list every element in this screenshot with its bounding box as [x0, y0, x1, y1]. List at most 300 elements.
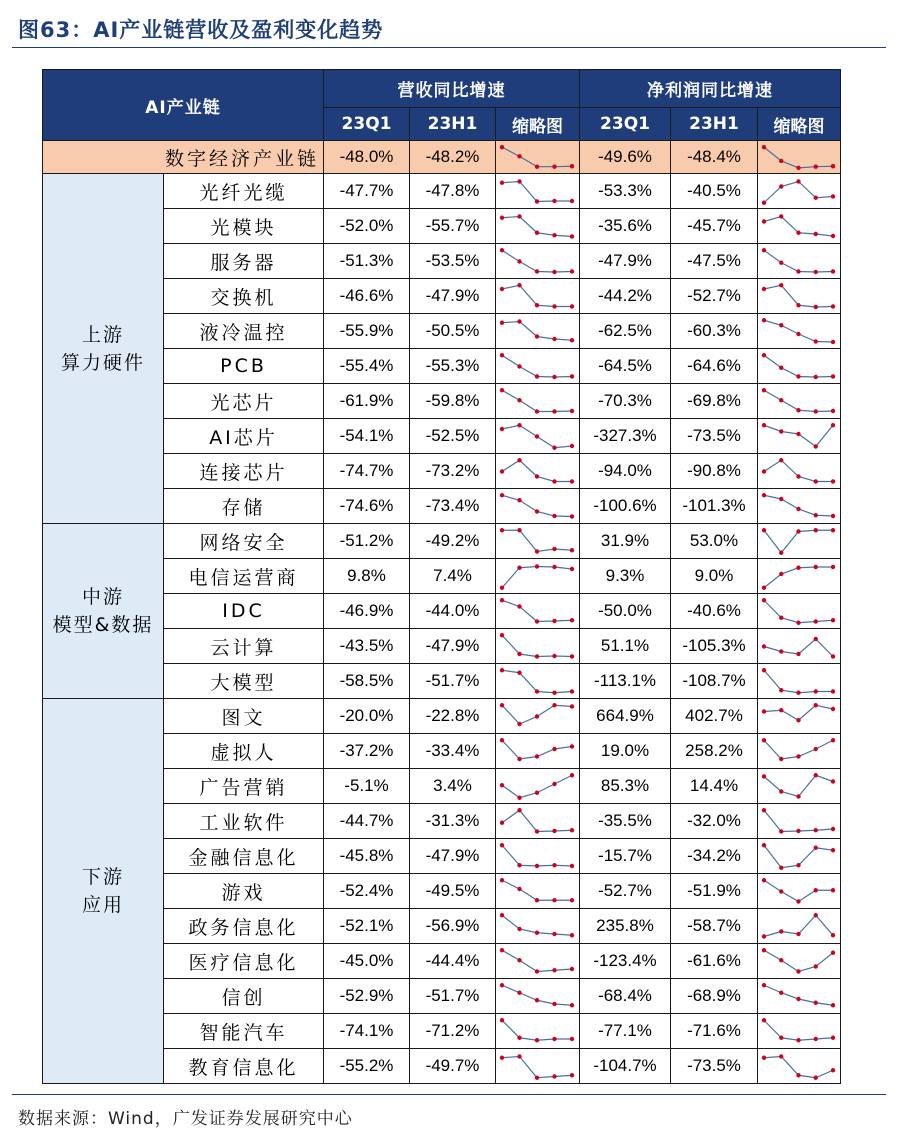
sparkline-point [796, 1073, 800, 1077]
np-sparkline [758, 979, 841, 1014]
sparkline-point [552, 1001, 556, 1005]
rev-q1-cell: -58.5% [324, 664, 410, 699]
sparkline-point [500, 286, 504, 290]
np-q1-cell: 664.9% [580, 699, 671, 734]
rev-sparkline [496, 314, 580, 349]
rev-sparkline [496, 454, 580, 489]
sparkline-point [570, 269, 574, 273]
sparkline-point [831, 269, 835, 273]
sparkline-point [796, 165, 800, 169]
sparkline-point [570, 1036, 574, 1040]
sparkline-point [831, 233, 835, 237]
sparkline-point [517, 1054, 521, 1058]
sparkline-point [535, 374, 539, 378]
sparkline-point [570, 164, 574, 168]
sparkline-point [762, 493, 766, 497]
np-sparkline [758, 279, 841, 314]
sparkline-point [831, 950, 835, 954]
header-rev-spark: 缩略图 [496, 108, 580, 141]
sparkline-point [814, 374, 818, 378]
sparkline-svg [496, 665, 578, 698]
np-q1-cell: -15.7% [580, 839, 671, 874]
sparkline-point [762, 1055, 766, 1059]
np-q1-cell: 9.3% [580, 559, 671, 594]
sparkline-svg [758, 875, 839, 908]
sparkline-point [517, 721, 521, 725]
summary-np-q1: -49.6% [580, 141, 671, 174]
sparkline-point [762, 585, 766, 589]
rev-q1-cell: -5.1% [324, 769, 410, 804]
sparkline-point [552, 703, 556, 707]
np-h1-cell: -73.5% [671, 419, 758, 454]
sparkline-point [779, 789, 783, 793]
sparkline-point [570, 1003, 574, 1007]
np-q1-cell: -47.9% [580, 244, 671, 279]
sparkline-point [552, 304, 556, 308]
sparkline-point [535, 509, 539, 513]
sparkline-point [570, 443, 574, 447]
sparkline-svg [758, 945, 839, 978]
sparkline-point [779, 958, 783, 962]
rev-sparkline [496, 524, 580, 559]
sparkline-svg [496, 840, 578, 873]
summary-np-sparkline [758, 141, 841, 174]
summary-row [43, 141, 841, 174]
figure-title: 图63：AI产业链营收及盈利变化趋势 [18, 18, 384, 42]
row-name: 网络安全 [164, 524, 324, 559]
rev-sparkline [496, 209, 580, 244]
summary-rev-h1: -48.2% [410, 141, 496, 174]
sparkline-svg [758, 560, 839, 593]
sparkline-point [535, 754, 539, 758]
sparkline-point [814, 564, 818, 568]
rev-q1-cell: -55.2% [324, 1049, 410, 1084]
header-profit-growth: 净利润同比增速 [580, 70, 841, 108]
header-np-q1: 23Q1 [580, 108, 671, 141]
sparkline-line [764, 495, 833, 516]
sparkline-line [502, 600, 572, 621]
np-h1-cell: 14.4% [671, 769, 758, 804]
sparkline-point [517, 795, 521, 799]
rev-sparkline [496, 769, 580, 804]
sparkline-svg [496, 980, 578, 1013]
sparkline-line [502, 880, 572, 900]
np-h1-cell: -40.6% [671, 594, 758, 629]
sparkline-point [779, 365, 783, 369]
sparkline-point [535, 1038, 539, 1042]
sparkline-point [552, 1036, 556, 1040]
footer-rule [12, 1094, 886, 1095]
np-q1-cell: -327.3% [580, 419, 671, 454]
sparkline-point [517, 364, 521, 368]
sparkline-point [570, 966, 574, 970]
np-h1-cell: -58.7% [671, 909, 758, 944]
np-sparkline [758, 384, 841, 419]
sparkline-point [570, 234, 574, 238]
sparkline-point [500, 598, 504, 602]
sparkline-point [500, 493, 504, 497]
sparkline-svg [496, 350, 578, 383]
np-h1-cell: -60.3% [671, 314, 758, 349]
rev-sparkline [496, 349, 580, 384]
np-q1-cell: -104.7% [580, 1049, 671, 1084]
sparkline-point [500, 248, 504, 252]
sparkline-line [502, 181, 572, 201]
sparkline-line [764, 705, 833, 720]
sparkline-point [500, 528, 504, 532]
sparkline-line [502, 566, 572, 587]
rev-h1-cell: -44.0% [410, 594, 496, 629]
sparkline-point [500, 668, 504, 672]
sparkline-point [500, 144, 504, 148]
sparkline-svg [496, 875, 578, 908]
sparkline-point [796, 230, 800, 234]
sparkline-svg [758, 210, 839, 243]
np-h1-cell: -105.3% [671, 629, 758, 664]
sparkline-svg [496, 142, 578, 173]
sparkline-point [570, 408, 574, 412]
sparkline-point [779, 929, 783, 933]
sparkline-svg [758, 910, 839, 943]
sparkline-point [831, 423, 835, 427]
sparkline-point [517, 808, 521, 812]
sparkline-line [764, 950, 833, 971]
np-h1-cell: -40.5% [671, 174, 758, 209]
sparkline-point [814, 231, 818, 235]
sparkline-line [764, 250, 833, 272]
sparkline-svg [758, 420, 839, 453]
sparkline-point [814, 964, 818, 968]
sparkline-svg [758, 630, 839, 663]
sparkline-svg [758, 245, 839, 278]
np-sparkline [758, 734, 841, 769]
sparkline-point [517, 1035, 521, 1039]
np-h1-cell: -90.8% [671, 454, 758, 489]
sparkline-point [535, 969, 539, 973]
rev-h1-cell: -47.8% [410, 174, 496, 209]
row-name: 光模块 [164, 209, 324, 244]
rev-sparkline [496, 804, 580, 839]
sparkline-point [570, 773, 574, 777]
np-sparkline [758, 314, 841, 349]
sparkline-point [814, 528, 818, 532]
group-label [43, 699, 164, 1084]
sparkline-point [570, 704, 574, 708]
sparkline-point [796, 690, 800, 694]
sparkline-point [552, 445, 556, 449]
sparkline-point [796, 828, 800, 832]
np-q1-cell: -35.5% [580, 804, 671, 839]
row-name: 信创 [164, 979, 324, 1014]
sparkline-point [517, 528, 521, 532]
np-sparkline [758, 874, 841, 909]
sparkline-svg [758, 980, 839, 1013]
sparkline-point [762, 248, 766, 252]
sparkline-point [500, 1055, 504, 1059]
summary-np-h1: -48.4% [671, 141, 758, 174]
sparkline-point [779, 756, 783, 760]
row-name: 云计算 [164, 629, 324, 664]
sparkline-point [779, 829, 783, 833]
sparkline-svg [496, 455, 578, 488]
sparkline-line [764, 985, 833, 1005]
sparkline-point [796, 794, 800, 798]
np-h1-cell: -32.0% [671, 804, 758, 839]
sparkline-svg [496, 595, 578, 628]
sparkline-point [535, 863, 539, 867]
rev-sparkline [496, 244, 580, 279]
sparkline-point [535, 829, 539, 833]
rev-h1-cell: 3.4% [410, 769, 496, 804]
sparkline-svg [758, 770, 839, 803]
np-sparkline [758, 524, 841, 559]
np-h1-cell: -52.7% [671, 279, 758, 314]
sparkline-point [779, 184, 783, 188]
rev-sparkline [496, 1049, 580, 1084]
sparkline-svg [496, 245, 578, 278]
sparkline-point [535, 269, 539, 273]
sparkline-point [552, 863, 556, 867]
sparkline-point [814, 339, 818, 343]
sparkline-point [570, 689, 574, 693]
sparkline-svg [496, 910, 578, 943]
sparkline-point [552, 479, 556, 483]
np-sparkline [758, 209, 841, 244]
np-q1-cell: 51.1% [580, 629, 671, 664]
sparkline-point [762, 644, 766, 648]
sparkline-point [779, 1054, 783, 1058]
sparkline-svg [758, 1050, 839, 1083]
sparkline-svg [496, 560, 578, 593]
sparkline-point [552, 898, 556, 902]
sparkline-point [552, 618, 556, 622]
sparkline-line [764, 880, 833, 901]
sparkline-point [552, 409, 556, 413]
np-h1-cell: -108.7% [671, 664, 758, 699]
sparkline-svg [496, 1015, 578, 1048]
sparkline-point [570, 304, 574, 308]
sparkline-point [500, 843, 504, 847]
rev-q1-cell: -46.6% [324, 279, 410, 314]
np-q1-cell: -62.5% [580, 314, 671, 349]
sparkline-svg [496, 280, 578, 313]
sparkline-point [500, 703, 504, 707]
sparkline-point [762, 948, 766, 952]
row-name: 交换机 [164, 279, 324, 314]
table-row [43, 174, 841, 209]
sparkline-line [764, 320, 833, 342]
sparkline-point [779, 260, 783, 264]
sparkline-svg [758, 525, 839, 558]
sparkline-svg [758, 315, 839, 348]
sparkline-point [814, 1036, 818, 1040]
title-rule [12, 47, 886, 48]
sparkline-point [535, 230, 539, 234]
sparkline-point [779, 550, 783, 554]
sparkline-point [500, 913, 504, 917]
rev-q1-cell: -45.8% [324, 839, 410, 874]
sparkline-point [831, 408, 835, 412]
sparkline-point [500, 180, 504, 184]
sparkline-point [762, 318, 766, 322]
sparkline-point [814, 513, 818, 517]
sparkline-line [764, 147, 833, 168]
sparkline-svg [758, 280, 839, 313]
sparkline-point [814, 195, 818, 199]
sparkline-point [762, 528, 766, 532]
sparkline-point [500, 738, 504, 742]
rev-q1-cell: -44.7% [324, 804, 410, 839]
rev-sparkline [496, 489, 580, 524]
rev-sparkline [496, 734, 580, 769]
sparkline-svg [496, 700, 578, 733]
sparkline-point [552, 336, 556, 340]
rev-q1-cell: -61.9% [324, 384, 410, 419]
rev-h1-cell: -51.7% [410, 979, 496, 1014]
sparkline-point [517, 863, 521, 867]
sparkline-point [779, 158, 783, 162]
np-h1-cell: -34.2% [671, 839, 758, 874]
sparkline-point [796, 506, 800, 510]
sparkline-point [570, 744, 574, 748]
sparkline-svg [758, 350, 839, 383]
sparkline-point [517, 214, 521, 218]
sparkline-point [814, 479, 818, 483]
np-q1-cell: -113.1% [580, 664, 671, 699]
sparkline-point [779, 214, 783, 218]
sparkline-point [831, 194, 835, 198]
sparkline-point [762, 1018, 766, 1022]
row-name: 电信运营商 [164, 559, 324, 594]
group-label-line: 模型&数据 [52, 614, 154, 636]
np-q1-cell: 19.0% [580, 734, 671, 769]
sparkline-point [552, 690, 556, 694]
sparkline-line [764, 181, 833, 202]
sparkline-point [831, 339, 835, 343]
np-h1-cell: -73.5% [671, 1049, 758, 1084]
rev-sparkline [496, 664, 580, 699]
sparkline-point [779, 398, 783, 402]
sparkline-point [552, 653, 556, 657]
sparkline-line [764, 775, 833, 796]
sparkline-point [552, 198, 556, 202]
rev-q1-cell: -46.9% [324, 594, 410, 629]
row-name: 图文 [164, 699, 324, 734]
rev-h1-cell: -47.9% [410, 629, 496, 664]
sparkline-line [502, 635, 572, 656]
sparkline-point [552, 233, 556, 237]
row-name: AI芯片 [164, 419, 324, 454]
np-sparkline [758, 909, 841, 944]
sparkline-point [796, 374, 800, 378]
sparkline-point [517, 398, 521, 402]
sparkline-point [762, 286, 766, 290]
row-name: 金融信息化 [164, 839, 324, 874]
sparkline-point [831, 164, 835, 168]
sparkline-point [796, 474, 800, 478]
sparkline-point [570, 566, 574, 570]
sparkline-line [764, 1020, 833, 1040]
np-h1-cell: -71.6% [671, 1014, 758, 1049]
sparkline-point [796, 863, 800, 867]
np-sparkline [758, 1014, 841, 1049]
group-label-line: 应用 [81, 894, 124, 916]
row-name: 智能汽车 [164, 1014, 324, 1049]
np-h1-cell: 9.0% [671, 559, 758, 594]
sparkline-point [796, 1038, 800, 1042]
sparkline-point [831, 826, 835, 830]
sparkline-point [814, 913, 818, 917]
np-sparkline [758, 664, 841, 699]
np-q1-cell: -77.1% [580, 1014, 671, 1049]
sparkline-point [500, 353, 504, 357]
np-q1-cell: 31.9% [580, 524, 671, 559]
group-label-line: 中游 [81, 586, 124, 608]
sparkline-point [831, 738, 835, 742]
rev-h1-cell: -31.3% [410, 804, 496, 839]
rev-h1-cell: -55.3% [410, 349, 496, 384]
header-np-h1: 23H1 [671, 108, 758, 141]
np-q1-cell: -68.4% [580, 979, 671, 1014]
rev-h1-cell: -51.7% [410, 664, 496, 699]
sparkline-point [814, 1075, 818, 1079]
sparkline-svg [758, 700, 839, 733]
sparkline-point [831, 564, 835, 568]
sparkline-line [764, 355, 833, 377]
sparkline-point [552, 931, 556, 935]
np-q1-cell: -44.2% [580, 279, 671, 314]
sparkline-point [535, 689, 539, 693]
sparkline-svg [496, 805, 578, 838]
np-sparkline [758, 419, 841, 454]
sparkline-line [502, 147, 572, 167]
sparkline-point [762, 878, 766, 882]
sparkline-point [570, 618, 574, 622]
sparkline-point [552, 1074, 556, 1078]
sparkline-svg [758, 385, 839, 418]
rev-sparkline [496, 979, 580, 1014]
np-q1-cell: -94.0% [580, 454, 671, 489]
sparkline-point [762, 200, 766, 204]
np-q1-cell: 85.3% [580, 769, 671, 804]
sparkline-point [570, 338, 574, 342]
np-sparkline [758, 349, 841, 384]
row-name: 政务信息化 [164, 909, 324, 944]
sparkline-point [552, 374, 556, 378]
group-label-line: 算力硬件 [60, 351, 145, 374]
group-label-line: 下游 [81, 866, 124, 888]
rev-sparkline [496, 699, 580, 734]
sparkline-svg [758, 1015, 839, 1048]
sparkline-point [796, 565, 800, 569]
sparkline-point [831, 618, 835, 622]
sparkline-line [502, 250, 572, 272]
sparkline-point [779, 429, 783, 433]
np-sparkline [758, 559, 841, 594]
np-h1-cell: -69.8% [671, 384, 758, 419]
sparkline-point [814, 619, 818, 623]
rev-h1-cell: -56.9% [410, 909, 496, 944]
sparkline-point [779, 283, 783, 287]
sparkline-point [762, 709, 766, 713]
row-name: 服务器 [164, 244, 324, 279]
sparkline-point [500, 878, 504, 882]
sparkline-point [814, 444, 818, 448]
rev-sparkline [496, 384, 580, 419]
rev-q1-cell: -37.2% [324, 734, 410, 769]
sparkline-point [535, 474, 539, 478]
sparkline-point [535, 930, 539, 934]
